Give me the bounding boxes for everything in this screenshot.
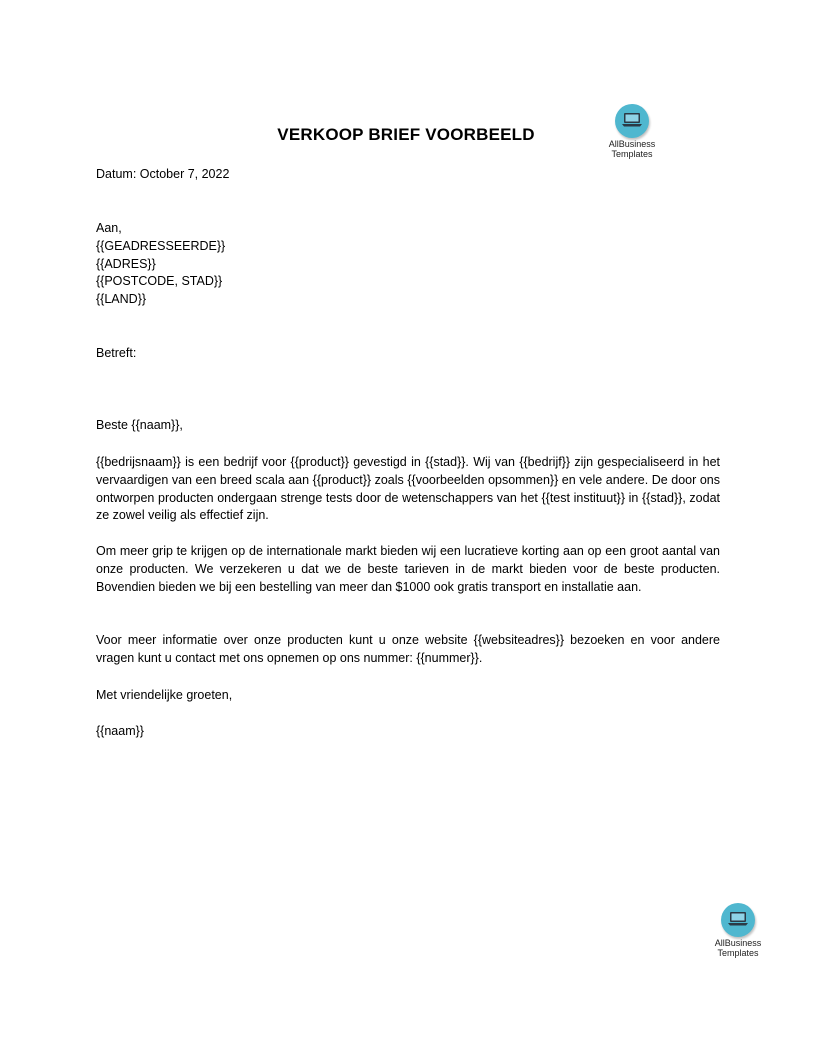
address-to: Aan, (96, 221, 122, 235)
greeting: Beste {{naam}}, (96, 418, 183, 432)
paragraph-1: {{bedrijsnaam}} is een bedrijf voor {{product}} gevestigd in {{stad}}. Wij van {{bedrijf}} zijn gespecialiseerd in het vervaardigen van een breed scala aan {{product}} zoals {{voorbeelden opsommen}} en vele andere. De door ons ontworpen producten ondergaan strenge tests door de wetenschappers van het {{test instituut}} in {{stad}}, zodat ze zowel veilig als effectief zijn. (96, 455, 720, 523)
date-line: Datum: October 7, 2022 (96, 167, 230, 181)
logo-line-1: AllBusiness (714, 938, 762, 948)
address-postcode-city: {{POSTCODE, STAD}} (96, 274, 223, 289)
subject-line: Betreft: (96, 346, 137, 360)
signature: {{naam}} (96, 724, 144, 738)
address-country: {{LAND}} (96, 292, 147, 307)
logo-line-2: Templates (717, 948, 759, 958)
laptop-icon (721, 903, 755, 937)
document-title: VERKOOP BRIEF VOORBEELD (277, 125, 535, 144)
paragraph-2: Om meer grip te krijgen op de internationale markt bieden wij een lucratieve korting aan op een groot aantal van onze producten. We verzekeren u dat we de beste tarieven in de markt bieden voor de beste producten. Bovendien bieden we bij een bestelling van meer dan $1000 ook gratis transport en installatie aan. (96, 544, 720, 594)
paragraph-3: Voor meer informatie over onze producten kunt u onze website {{websiteadres}} bezoeken en voor andere vragen kunt u contact met ons opnemen op ons nummer: {{nummer}}. (96, 633, 720, 665)
address-block (96, 220, 720, 309)
address-recipient: {{GEADRESSEERDE}} (96, 238, 226, 253)
allbusiness-logo-bottom (698, 903, 778, 958)
closing: Met vriendelijke groeten, (96, 688, 233, 702)
logo-line-1: AllBusiness (608, 139, 656, 149)
address-street: {{ADRES}} (96, 256, 156, 271)
logo-line-2: Templates (611, 149, 653, 159)
